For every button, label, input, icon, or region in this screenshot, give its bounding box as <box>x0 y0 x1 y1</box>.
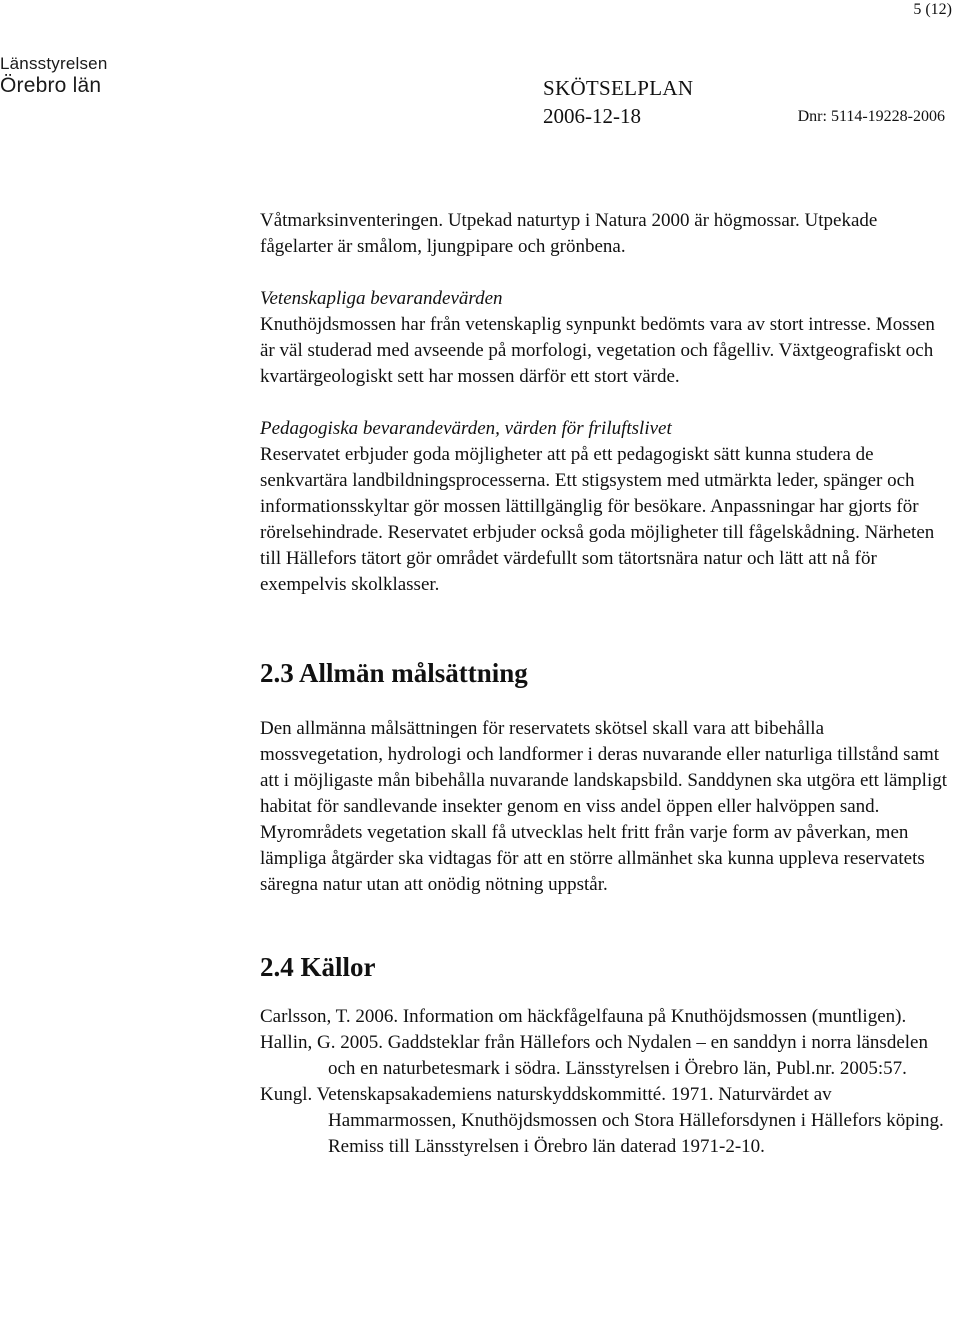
general-goal-paragraph: Den allmänna målsättningen för reservatets skötsel skall vara att bibehålla mossvegetation, hydrologi och landformer i deras nuvarande eller naturliga tillstånd samt att i möjligaste mån bibehålla nuvarande landskapsbild. Sanddynen ska utgöra ett lämpligt habitat för sandlevande insekter genom en viss andel öppen eller halvöppen sand. Myrområdets vegetation skall få utvecklas helt fritt från varje form av påverkan, men lämpliga åtgärder ska vidtagas för att en större allmänhet ska kunna uppleva reservatets säregna natur utan att onödig nötning uppstår. <box>260 718 948 895</box>
page-number: 5 (12) <box>913 1 952 18</box>
document-registration-number: Dnr: 5114-19228-2006 <box>797 108 945 125</box>
scientific-values-paragraph: Knuthöjdsmossen har från vetenskaplig synpunkt bedömts vara av stort intresse. Mossen är väl studerad med avseende på morfologi, vegetation och fågelliv. Växtgeografiskt och kvartärgeologiskt sett har mossen därför ett stort värde. <box>260 314 935 387</box>
document-date: 2006-12-18 <box>543 104 641 128</box>
logo-line-county: Örebro län <box>0 74 102 97</box>
section-heading-general-goal: 2.3 Allmän målsättning <box>260 658 528 688</box>
document-meta-row <box>543 102 953 130</box>
document-body <box>260 208 950 1160</box>
reference-item: Hallin, G. 2005. Gaddsteklar från Hällefors och Nydalen – en sanddyn i norra länsdelen och en naturbetesmark i södra. Länsstyrelsen i Örebro län, Publ.nr. 2005:57. <box>260 1032 928 1079</box>
pedagogical-values-heading: Pedagogiska bevarandevärden, värden för friluftslivet <box>260 418 672 439</box>
scientific-values-heading: Vetenskapliga bevarandevärden <box>260 288 503 309</box>
document-title: SKÖTSELPLAN <box>543 76 694 100</box>
agency-logo <box>0 54 108 98</box>
document-header <box>543 74 953 130</box>
section-heading-sources: 2.4 Källor <box>260 952 376 982</box>
reference-item: Kungl. Vetenskapsakademiens naturskyddskommitté. 1971. Naturvärdet av Hammarmossen, Knuthöjdsmossen och Stora Hälleforsdynen i Hällefors köping. Remiss till Länsstyrelsen i Örebro län daterad 1971-2-10. <box>260 1084 944 1157</box>
logo-line-agency: Länsstyrelsen <box>0 54 108 73</box>
pedagogical-values-paragraph: Reservatet erbjuder goda möjligheter att på ett pedagogiskt sätt kunna studera de senkvartära landbildningsprocesserna. Ett stigsystem med utmärkta leder, spänger och informationsskyltar gör mossen lättillgänglig för besökare. Anpassningar har gjorts för rörelsehindrade. Reservatet erbjuder också goda möjligheter till fågelskådning. Närheten till Hällefors tätort gör området värdefullt som tätortsnära natur och lätt att nå för exempelvis skolklasser. <box>260 444 935 595</box>
reference-item: Carlsson, T. 2006. Information om häckfågelfauna på Knuthöjdsmossen (muntligen). <box>260 1006 907 1027</box>
intro-paragraph: Våtmarksinventeringen. Utpekad naturtyp i Natura 2000 är högmossar. Utpekade fågelarter är smålom, ljungpipare och grönbena. <box>260 210 878 257</box>
